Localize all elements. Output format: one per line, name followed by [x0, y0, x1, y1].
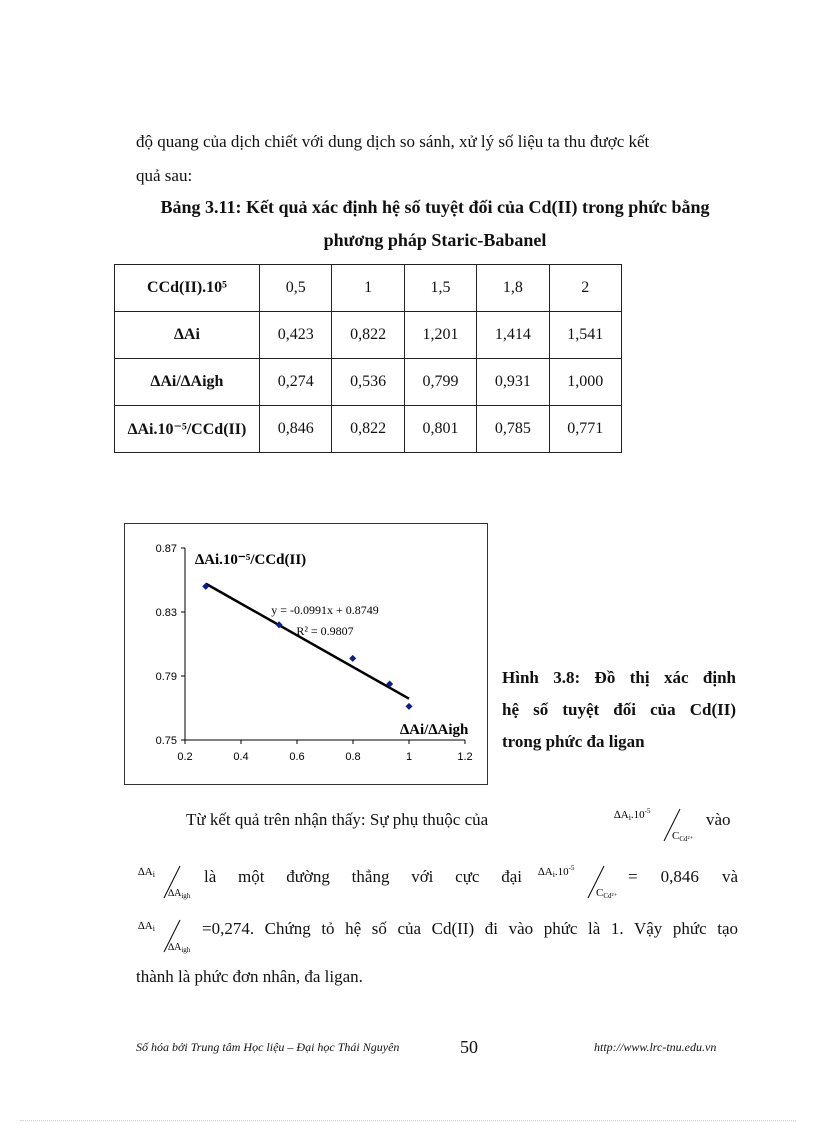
table-row: [115, 265, 622, 312]
table-cell: 0,801: [404, 406, 476, 453]
x-axis-label: ∆Ai/∆Aigh: [400, 722, 469, 738]
svg-text:∆Aigh: $\Delta A_{igh}$: [168, 942, 191, 954]
data-point: [349, 655, 356, 662]
svg-text:∆Aigh: $\Delta A_{igh}$: [168, 888, 191, 900]
conclusion-line-2b: = 0,846 và: [628, 867, 738, 886]
page-number: 50: [460, 1037, 478, 1057]
table-caption-line-2: phương pháp Staric-Babanel: [323, 230, 547, 250]
table-cell: 0,799: [404, 359, 476, 406]
r-squared-label: R² = 0.9807: [296, 624, 354, 638]
y-tick-label: 0.79: [155, 671, 177, 683]
intro-line-2: quả sau:: [136, 166, 193, 185]
table-cell: 0,846: [260, 406, 332, 453]
y-tick-label: 0.83: [155, 607, 177, 619]
figure-caption-line-2: hệ số tuyệt đối của Cd(II): [502, 700, 736, 719]
table-cell: 0,931: [477, 359, 549, 406]
figure-caption-line-3: trong phức đa ligan: [502, 732, 645, 751]
table-row: [115, 359, 622, 406]
table-cell: 1,000: [549, 359, 621, 406]
row-header: ∆Ai: [115, 312, 260, 359]
footer-url[interactable]: http://www.lrc-tnu.edu.vn: [594, 1040, 717, 1054]
fraction-ai-over-aigh-2: [136, 914, 202, 956]
table-cell: 1,414: [477, 312, 549, 359]
table-cell: 1,541: [549, 312, 621, 359]
conclusion-line-2a: là một đường thẳng với cực đại: [204, 867, 522, 886]
figure-caption-line-1: Hình 3.8: Đồ thị xác định: [502, 668, 736, 687]
table-cell: 0,822: [332, 312, 404, 359]
conclusion-line-3a: =0,274. Chứng tỏ hệ số của Cd(II) đi vào phức là 1. Vậy phức tạo: [202, 919, 738, 938]
data-point: [406, 703, 413, 710]
svg-text:CCd²⁺: CCd²⁺: [596, 887, 618, 900]
row-header: CCd(II).10⁵: [115, 265, 260, 312]
conclusion-line-1a: Từ kết quả trên nhận thấy: Sự phụ thuộc của: [186, 810, 489, 829]
y-tick-label: 0.87: [155, 543, 177, 555]
scatter-chart: [125, 524, 487, 784]
table-cell: 0,5: [260, 265, 332, 312]
table-caption-line-1: Bảng 3.11: Kết quả xác định hệ số tuyệt đối của Cd(II) trong phức bằng: [160, 197, 710, 217]
row-header: ∆Ai/∆Aigh: [115, 359, 260, 406]
x-tick-label: 0.2: [177, 751, 193, 763]
table-cell: 1,5: [404, 265, 476, 312]
svg-text:∆Ai.10-5: $\Delta Ai.10^{-5}$: [614, 807, 651, 822]
table-cell: 1: [332, 265, 404, 312]
table-cell: 1,201: [404, 312, 476, 359]
x-tick-label: 0.6: [289, 751, 305, 763]
svg-text:∆Ai.10-5: $\Delta Ai.10^{-5}$: [538, 864, 575, 879]
fraction-ai-over-ccd: [610, 803, 700, 845]
table-cell: 0,536: [332, 359, 404, 406]
intro-line-1: độ quang của dịch chiết với dung dịch so sánh, xử lý số liệu ta thu được kết: [136, 132, 650, 151]
table-cell: 0,785: [477, 406, 549, 453]
footer-source: Số hóa bởi Trung tâm Học liệu – Đại học Thái Nguyên: [136, 1040, 400, 1054]
conclusion-line-4: thành là phức đơn nhân, đa ligan.: [136, 967, 363, 986]
trendline-equation: y = -0.0991x + 0.8749: [271, 603, 379, 617]
svg-text:∆Ai: ∆Ai: [138, 866, 155, 879]
x-tick-label: 1: [405, 751, 413, 763]
row-header: ∆Ai.10⁻⁵/CCd(II): [115, 406, 260, 453]
table-cell: 0,822: [332, 406, 404, 453]
table-cell: 2: [549, 265, 621, 312]
fraction-ai-over-ccd-2: [534, 860, 624, 902]
trendline: [206, 584, 409, 699]
chart-frame: [124, 523, 488, 785]
table-cell: 0,423: [260, 312, 332, 359]
table-cell: 0,771: [549, 406, 621, 453]
y-axis-label: ∆Ai.10⁻⁵/CCd(II): [195, 552, 307, 568]
x-tick-label: 1.2: [457, 751, 473, 763]
x-tick-label: 0.4: [233, 751, 249, 763]
table-cell: 1,8: [477, 265, 549, 312]
y-tick-label: 0.75: [155, 735, 177, 747]
bottom-divider: [20, 1120, 796, 1121]
svg-text:CCd²⁺: CCd²⁺: [672, 830, 694, 843]
x-tick-label: 0.8: [345, 751, 361, 763]
table-row: [115, 406, 622, 453]
fraction-ai-over-aigh: [136, 860, 202, 902]
table-row: [115, 312, 622, 359]
table-cell: 0,274: [260, 359, 332, 406]
svg-text:∆Ai: ∆Ai: [138, 920, 155, 933]
results-table: [114, 264, 622, 453]
conclusion-line-1b: vào: [706, 810, 731, 829]
